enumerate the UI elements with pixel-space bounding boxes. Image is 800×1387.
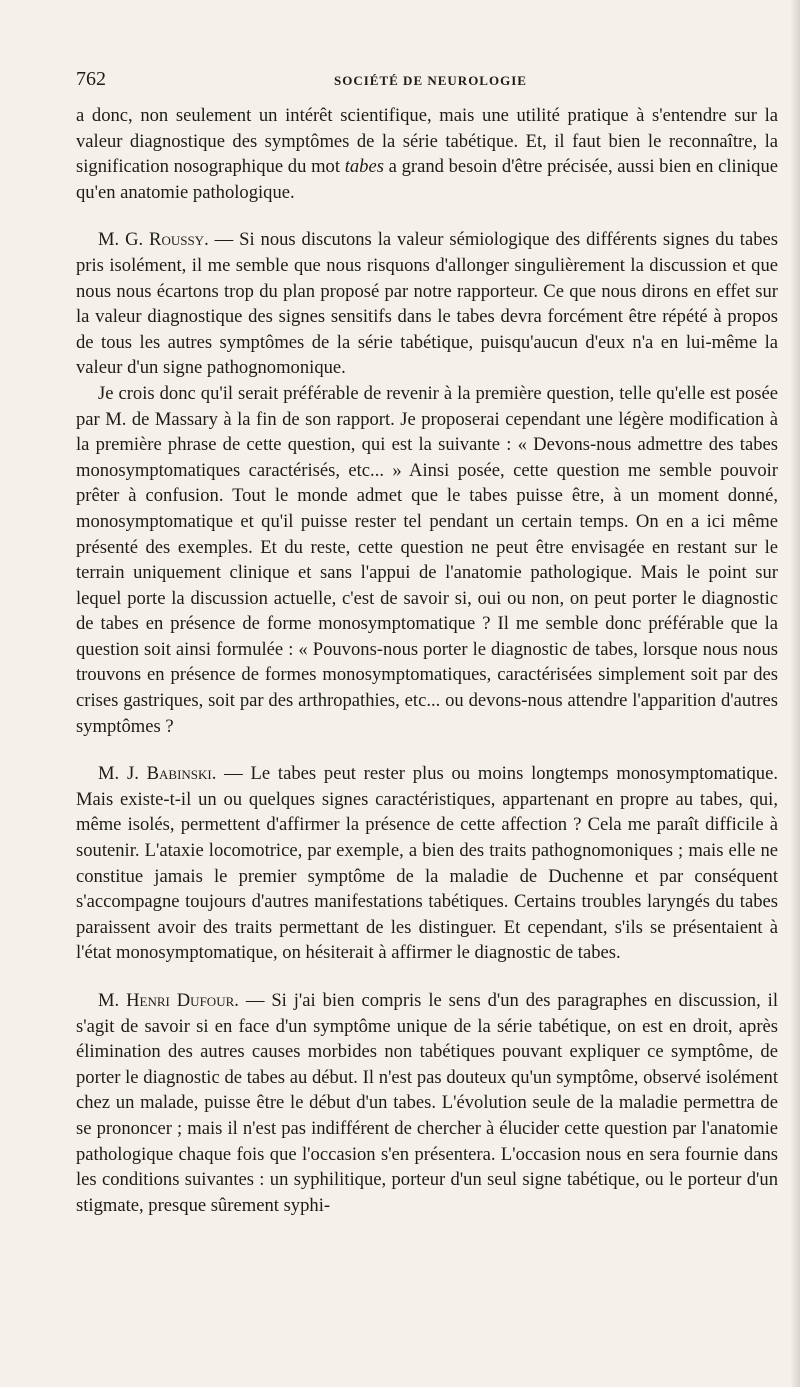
speaker-name: M. Henri Dufour. bbox=[98, 990, 239, 1011]
paragraph-dufour bbox=[76, 988, 778, 1218]
paragraph-babinski bbox=[76, 761, 778, 966]
paragraph-text: Je crois donc qu'il serait préférable de revenir à la première question, telle qu'elle est posée par M. de Massary à la fin de son rapport. Je proposerai cependant une légère modification à la première phrase de cette question, qui est la suivante : « Devons-nous admettre des tabes monosymptomatiques caractérisés, etc... » Ainsi posée, cette question me semble pouvoir prêter à confusion. Tout le monde admet que le tabes puisse être, à un moment donné, monosymptomatique et qu'il puisse rester tel pendant un certain temps. On en a ici même présenté des exemples. Et du reste, cette question ne peut être envisagée en restant sur le terrain uniquement clinique et sans l'appui de l'anatomie pathologique. Mais le point sur lequel porte la discussion actuelle, c'est de savoir si, oui ou non, on peut porter le diagnostic de tabes en présence de forme monosymptomatique ? Il me semble donc préférable que la question soit ainsi formulée : « Pouvons-nous porter le diagnostic de tabes, lorsque nous nous trouvons en présence de formes monosymptomatiques, caractérisées simplement soit par des crises gastriques, soit par des arthropathies, etc... ou devons-nous attendre l'apparition d'autres symptômes ? bbox=[76, 382, 778, 737]
paragraph-text: — Si nous discutons la valeur sémiologique des différents signes du tabes pris isolément, il me semble que nous risquons d'allonger singulièrement la discussion et que nous nous écartons trop du plan proposé par notre rapporteur. Ce que nous dirons en effet sur la valeur diagnostique des signes sensitifs dans le tabes devra forcément être répété à propos de tous les autres symptômes de la série tabétique, puisqu'aucun d'eux n'a en lui-même la valeur d'un signe pathognomonique. bbox=[76, 229, 778, 379]
paragraph-continuation bbox=[76, 103, 778, 205]
paragraph-roussy bbox=[76, 227, 778, 381]
paragraph-text: — Si j'ai bien compris le sens d'un des paragraphes en discussion, il s'agit de savoir si en face d'un symptôme unique de la série tabétique, on est en droit, après élimination des autres causes morbides non tabétiques pouvant expliquer ce symptôme, de porter le diagnostic de tabes au début. Il n'est pas douteux qu'un symptôme, observé isolément chez un malade, puisse être le début d'un tabes. L'évolution seule de la maladie permettra de se prononcer ; mais il n'est pas indifférent de chercher à élucider cette question par l'anatomie pathologique chaque fois que l'occasion s'en présentera. L'occasion nous en sera fournie dans les conditions suivantes : un syphilitique, porteur d'un seul signe tabétique, ou le porteur d'un stigmate, presque sûrement syphi- bbox=[76, 990, 778, 1216]
speaker-name: M. G. Roussy. bbox=[98, 229, 209, 251]
paragraph-text: a donc, non seulement un intérêt scientifique, mais une utilité pratique à s'entendre sur la valeur diagnostique des symptômes de la série tabétique. Et, il faut bien le reconnaître, la signification nosographique du mot bbox=[76, 105, 778, 178]
speaker-name: M. J. Babinski. bbox=[98, 763, 217, 785]
page-body bbox=[76, 103, 778, 1218]
running-head: SOCIÉTÉ DE NEUROLOGIE bbox=[334, 73, 527, 88]
paragraph-roussy-continued bbox=[76, 381, 778, 739]
page-number: 762 bbox=[76, 68, 106, 90]
paragraph-text: — Le tabes peut rester plus ou moins longtemps monosymptomatique. Mais existe-t-il un ou quelques signes caractéristiques, appartenant en propre au tabes, qui, même isolés, permettent d'affirmer la présence de cette affection ? Cela me paraît difficile à soutenir. L'ataxie locomotrice, par exemple, a bien des traits pathognomoniques ; mais elle ne constitue jamais le premier symptôme de la maladie de Duchenne et par conséquent s'accompagne toujours d'autres manifestations tabétiques. Certains troubles laryngés du tabes paraissent avoir des traits permettant de les distinguer. Et cependant, s'ils se présentaient à l'état monosymptomatique, on hésiterait à affirmer le diagnostic de tabes. bbox=[76, 763, 779, 964]
scan-edge-shadow bbox=[790, 0, 800, 1387]
paragraph-text: a grand besoin d'être précisée, aussi bien en clinique qu'en anatomie pathologique. bbox=[76, 156, 779, 203]
page-header bbox=[76, 68, 776, 92]
italic-term: tabes bbox=[344, 156, 384, 178]
